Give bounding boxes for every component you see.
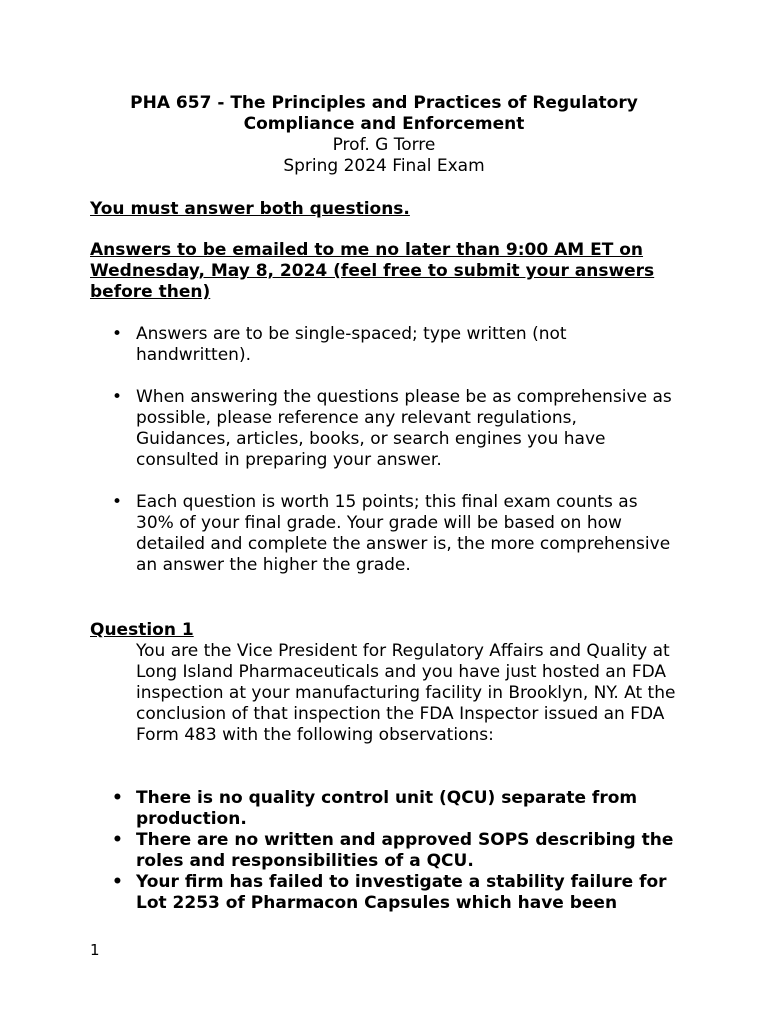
observation-list — [112, 788, 692, 914]
bullet-icon: • — [112, 830, 123, 850]
instruction-item — [112, 492, 672, 576]
must-answer-instruction: You must answer both questions. — [90, 199, 410, 219]
document-header — [90, 93, 678, 177]
observation-text: There are no written and approved SOPS describing the roles and responsibilities of a QCU. — [136, 830, 674, 871]
page-number: 1 — [90, 941, 100, 959]
question-1-heading: Question 1 — [90, 620, 194, 640]
question-1-body: You are the Vice President for Regulatory Affairs and Quality at Long Island Pharmaceuticals and you have just hosted an FDA inspection at your manufacturing facility in Brooklyn, NY. At the conclusion of that inspection the FDA Inspector issued an FDA Form 483 with the following observations: — [136, 641, 676, 745]
bullet-icon: • — [112, 324, 123, 344]
professor-name: Prof. G Torre — [332, 135, 436, 155]
observation-item — [112, 830, 692, 872]
bullet-icon: • — [112, 872, 123, 892]
observation-text: Your firm has failed to investigate a stability failure for Lot 2253 of Pharmacon Capsules which have been — [136, 872, 667, 913]
observation-text: There is no quality control unit (QCU) separate from production. — [136, 788, 638, 829]
instruction-item — [112, 387, 672, 471]
course-title-line-1: PHA 657 - The Principles and Practices of Regulatory — [130, 93, 638, 113]
instruction-text: Each question is worth 15 points; this final exam counts as 30% of your final grade. Your grade will be based on how detailed and complete the answer is, the more comprehensive an answer the higher the grade. — [136, 492, 671, 575]
course-title-line-2: Compliance and Enforcement — [243, 114, 525, 134]
instruction-list — [112, 324, 672, 597]
exam-name: Spring 2024 Final Exam — [283, 156, 485, 176]
instruction-text: When answering the questions please be as comprehensive as possible, please reference any relevant regulations, Guidances, articles, books, or search engines you have consulted in preparing your answer. — [136, 387, 672, 470]
bullet-icon: • — [112, 788, 123, 808]
instruction-text: Answers are to be single-spaced; type written (not handwritten). — [136, 324, 567, 365]
observation-item — [112, 872, 692, 914]
instruction-item — [112, 324, 672, 366]
deadline-instruction: Answers to be emailed to me no later than 9:00 AM ET on Wednesday, May 8, 2024 (feel free to submit your answers before then) — [90, 240, 655, 302]
observation-item — [112, 788, 692, 830]
bullet-icon: • — [112, 492, 123, 512]
bullet-icon: • — [112, 387, 123, 407]
